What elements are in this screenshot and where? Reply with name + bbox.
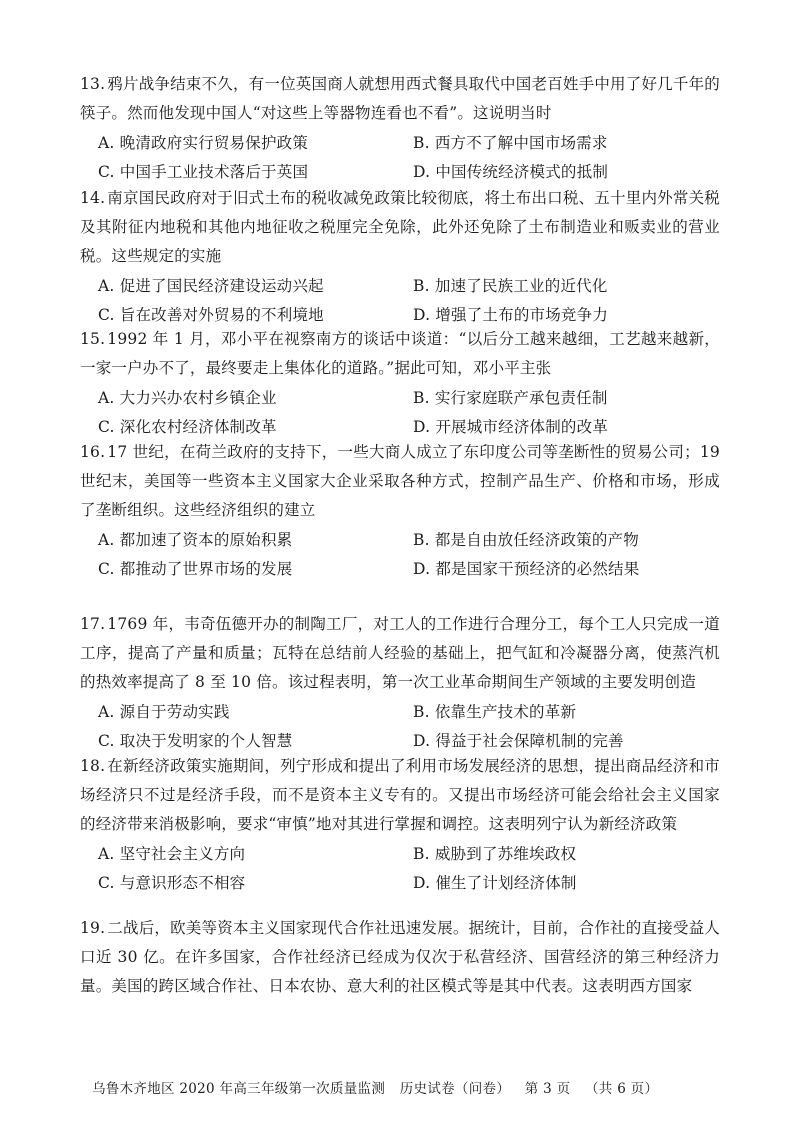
option-c: C. 深化农村经济体制改革: [98, 418, 277, 436]
question-number: 14.: [80, 189, 106, 207]
question-stem: [80, 438, 720, 525]
option-d: D. 中国传统经济模式的抵制: [413, 163, 609, 181]
option-d: D. 得益于社会保障机制的完善: [413, 732, 624, 750]
question-text: 二战后，欧美等资本主义国家现代合作社迅速发展。据统计，目前，合作社的直接受益人口近 30 亿。在许多国家，合作社经济已经成为仅次于私营经济、国营经济的第三种经济力量。美国的跨区域合作社、日本农协、意大利的社区模式等是其中代表。这表明西方国家: [80, 919, 720, 995]
option-d: D. 增强了土布的市场竞争力: [413, 306, 609, 324]
question-number: 18.: [80, 757, 106, 775]
option-a: A. 源自于劳动实践: [98, 703, 230, 721]
option-b: B. 实行家庭联产承包责任制: [413, 389, 608, 407]
question-15: [80, 325, 720, 442]
options: [80, 698, 720, 756]
question-text: 鸦片战争结束不久，有一位英国商人就想用西式餐具取代中国老百姓手中用了好几千年的筷子。然而他发现中国人“对这些上等器物连看也不看”。这说明当时: [80, 75, 720, 122]
page-footer: [92, 1077, 712, 1097]
subject-label: 历史试卷（问卷）: [399, 1081, 511, 1097]
question-stem: [80, 914, 720, 1001]
option-c: C. 中国手工业技术落后于英国: [98, 163, 309, 181]
option-c: C. 都推动了世界市场的发展: [98, 560, 293, 578]
options: [80, 526, 720, 584]
question-text: 1992 年 1 月，邓小平在视察南方的谈话中谈道：“以后分工越来越细，工艺越来越新，一家一户办不了，最终要走上集体化的道路。”据此可知，邓小平主张: [80, 330, 720, 377]
question-number: 13.: [80, 75, 106, 93]
question-stem: [80, 752, 720, 839]
question-14: [80, 184, 720, 330]
question-stem: [80, 184, 720, 271]
question-number: 17.: [80, 615, 106, 633]
option-d: D. 催生了计划经济体制: [413, 874, 577, 892]
question-number: 19.: [80, 919, 106, 937]
question-19: [80, 914, 720, 1001]
option-a: A. 都加速了资本的原始积累: [98, 531, 293, 549]
question-text: 在新经济政策实施期间，列宁形成和提出了利用市场发展经济的思想，提出商品经济和市场经济只不过是经济手段，而不是资本主义专有的。又提出市场经济可能会给社会主义国家的经济带来消极影响，要求“审慎”地对其进行掌握和调控。这表明列宁认为新经济政策: [80, 757, 720, 833]
options: [80, 272, 720, 330]
option-b: B. 西方不了解中国市场需求: [413, 134, 608, 152]
question-stem: [80, 610, 720, 697]
option-c: C. 旨在改善对外贸易的不利境地: [98, 306, 324, 324]
question-text: 1769 年，韦奇伍德开办的制陶工厂，对工人的工作进行合理分工，每个工人只完成一道工序，提高了产量和质量；瓦特在总结前人经验的基础上，把气缸和冷凝器分离，使蒸汽机的热效率提高了 8 至 10 倍。该过程表明，第一次工业革命期间生产领域的主要发明创造: [80, 615, 720, 691]
question-text: 17 世纪，在荷兰政府的支持下，一些大商人成立了东印度公司等垄断性的贸易公司；19 世纪末，美国等一些资本主义国家大企业采取各种方式，控制产品生产、价格和市场，形成了垄断组织。这些经济组织的建立: [80, 443, 720, 519]
option-b: B. 加速了民族工业的近代化: [413, 277, 608, 295]
option-d: D. 开展城市经济体制的改革: [413, 418, 609, 436]
option-a: A. 坚守社会主义方向: [98, 845, 246, 863]
question-text: 南京国民政府对于旧式土布的税收减免政策比较彻底，将土布出口税、五十里内外常关税及其附征内地税和其他内地征收之税厘完全免除，此外还免除了土布制造业和贩卖业的营业税。这些规定的实施: [80, 189, 720, 265]
question-18: [80, 752, 720, 898]
page-total: （共 6 页）: [585, 1081, 659, 1097]
option-b: B. 威胁到了苏维埃政权: [413, 845, 577, 863]
page-number: 第 3 页: [524, 1081, 571, 1097]
options: [80, 384, 720, 442]
option-b: B. 依靠生产技术的革新: [413, 703, 577, 721]
option-b: B. 都是自由放任经济政策的产物: [413, 531, 639, 549]
option-d: D. 都是国家干预经济的必然结果: [413, 560, 640, 578]
option-a: A. 大力兴办农村乡镇企业: [98, 389, 277, 407]
question-number: 16.: [80, 443, 106, 461]
options: [80, 129, 720, 187]
options: [80, 840, 720, 898]
option-a: A. 晚清政府实行贸易保护政策: [98, 134, 309, 152]
question-stem: [80, 325, 720, 383]
question-13: [80, 70, 720, 187]
question-17: [80, 610, 720, 756]
question-number: 15.: [80, 330, 106, 348]
option-c: C. 与意识形态不相容: [98, 874, 246, 892]
question-stem: [80, 70, 720, 128]
exam-title: 乌鲁木齐地区 2020 年高三年级第一次质量监测: [92, 1081, 386, 1097]
option-a: A. 促进了国民经济建设运动兴起: [98, 277, 324, 295]
question-16: [80, 438, 720, 584]
option-c: C. 取决于发明家的个人智慧: [98, 732, 293, 750]
